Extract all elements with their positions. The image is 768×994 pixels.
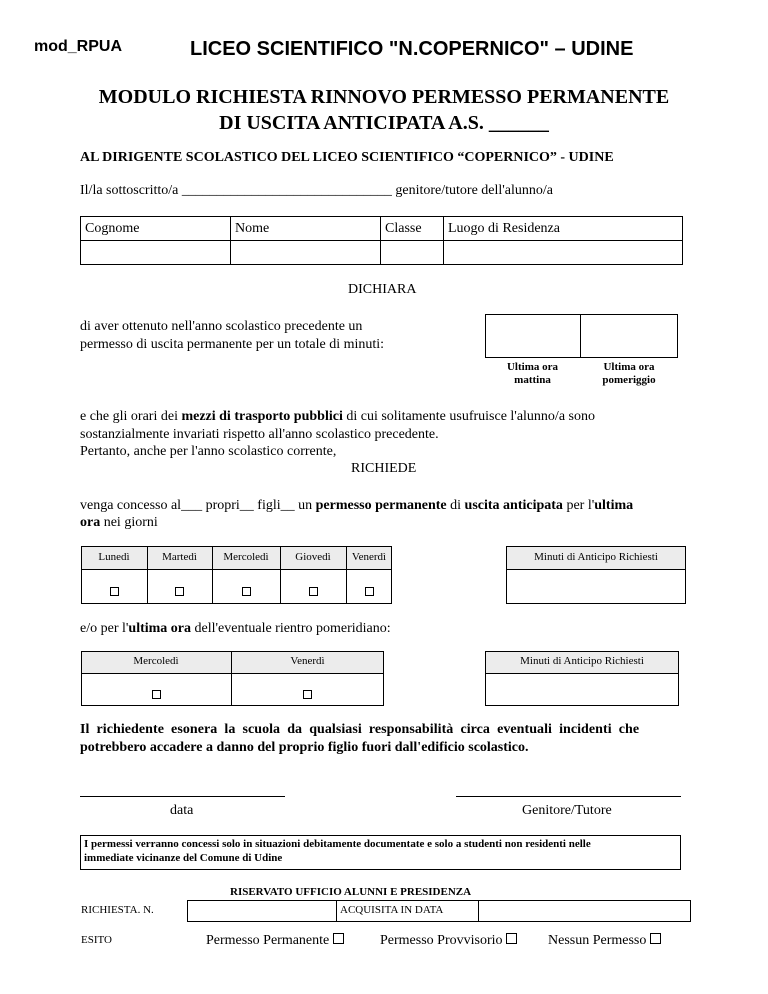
nome-field[interactable] [231,241,380,264]
office-title: RISERVATO UFFICIO ALUNNI E PRESIDENZA [230,886,472,898]
checkbox-permanente[interactable] [333,933,344,944]
minutes-field-afternoon[interactable] [486,674,678,705]
transport-line1: e che gli orari dei mezzi di trasporto pubblici di cui solitamente usufruisce l'alunno/a sono [80,409,595,424]
addressee: AL DIRIGENTE SCOLASTICO DEL LICEO SCIENTIFICO “COPERNICO” - UDINE [80,150,614,165]
checkbox-giovedi[interactable] [309,587,318,596]
disclaimer-line2: potrebbero accadere a danno del proprio figlio fuori dall'edificio scolastico. [80,740,529,755]
checkbox-lunedi[interactable] [110,587,119,596]
minutes-label-morning: Minuti di Anticipo Richiesti [534,551,658,563]
form-title-line1: MODULO RICHIESTA RINNOVO PERMESSO PERMANENTE [98,86,670,108]
esito-options [206,933,344,949]
school-name: LICEO SCIENTIFICO "N.COPERNICO" – UDINE [190,38,634,60]
afternoon-day-venerdi: Venerdì [290,655,325,667]
checkbox-afternoon-mercoledi[interactable] [152,690,161,699]
parent-name-field[interactable]: ______________________________ [181,183,392,198]
richiesta-number-field[interactable] [188,901,336,921]
esito-nessuno-label: Nessun Permesso [548,933,647,948]
acquisita-date-field[interactable] [479,901,690,921]
afternoon-label: Ultima ora pomeriggio [602,361,656,386]
note-line2: immediate vicinanze del Comune di Udine [84,852,283,864]
request-line2: ora nei giorni [80,515,158,530]
dichiara-heading: DICHIARA [348,282,417,297]
richiede-heading: RICHIEDE [351,461,417,476]
checkbox-mercoledi[interactable] [242,587,251,596]
checkbox-provvisorio[interactable] [506,933,517,944]
note-line1: I permessi verranno concessi solo in situazioni debitamente documentate e solo a studenti non residenti nelle [84,838,591,850]
minutes-label-afternoon: Minuti di Anticipo Richiesti [520,655,644,667]
intro-prefix: Il/la sottoscritto/a [80,183,179,198]
morning-minutes-field[interactable] [486,315,580,357]
acquisita-label: ACQUISITA IN DATA [340,904,444,916]
previous-permit-line1: di aver ottenuto nell'anno scolastico precedente un [80,319,363,334]
form-title-line2: DI USCITA ANTICIPATA A.S. ______ [219,112,549,134]
cognome-field[interactable] [81,241,230,264]
richiesta-label: RICHIESTA. N. [81,904,154,916]
afternoon-day-mercoledi: Mercoledì [133,655,179,667]
intro-line [80,183,553,199]
transport-line3: Pertanto, anche per l'anno scolastico corrente, [80,444,337,459]
form-code: mod_RPUA [34,38,123,55]
day-venerdi: Venerdì [351,551,387,563]
day-lunedi: Lunedì [98,551,130,563]
disclaimer-line1: Il richiedente esonera la scuola da qualsiasi responsabilità circa eventuali incidenti che [80,722,640,737]
date-label: data [170,803,194,818]
afternoon-line: e/o per l'ultima ora dell'eventuale rientro pomeridiano: [80,621,391,636]
request-line1: venga concesso al___ propri__ figli__ un permesso permanente di uscita anticipata per l'ultima [80,498,634,513]
header-cognome: Cognome [85,221,140,236]
header-classe: Classe [385,221,422,236]
day-mercoledi: Mercoledì [223,551,269,563]
day-martedi: Martedì [162,551,197,563]
parent-label: Genitore/Tutore [522,803,612,818]
intro-suffix: genitore/tutore dell'alunno/a [395,183,554,198]
esito-provvisorio [380,933,517,949]
previous-permit-line2: permesso di uscita permanente per un totale di minuti: [80,337,385,352]
date-signature-line[interactable] [80,796,285,797]
residenza-field[interactable] [444,241,682,264]
day-giovedi: Giovedì [295,551,331,563]
header-residenza: Luogo di Residenza [448,221,560,236]
checkbox-nessuno[interactable] [650,933,661,944]
afternoon-minutes-field[interactable] [581,315,677,357]
checkbox-martedi[interactable] [175,587,184,596]
morning-label: Ultima ora mattina [506,361,558,386]
checkbox-venerdi[interactable] [365,587,374,596]
header-nome: Nome [235,221,270,236]
parent-signature-line[interactable] [456,796,681,797]
esito-permanente-label: Permesso Permanente [206,933,330,948]
classe-field[interactable] [381,241,443,264]
transport-line2: sostanzialmente invariati rispetto all'anno scolastico precedente. [80,427,439,442]
minutes-field-morning[interactable] [507,570,685,603]
esito-provvisorio-label: Permesso Provvisorio [380,933,503,948]
checkbox-afternoon-venerdi[interactable] [303,690,312,699]
esito-label: ESITO [81,934,112,946]
esito-nessuno [548,933,661,949]
